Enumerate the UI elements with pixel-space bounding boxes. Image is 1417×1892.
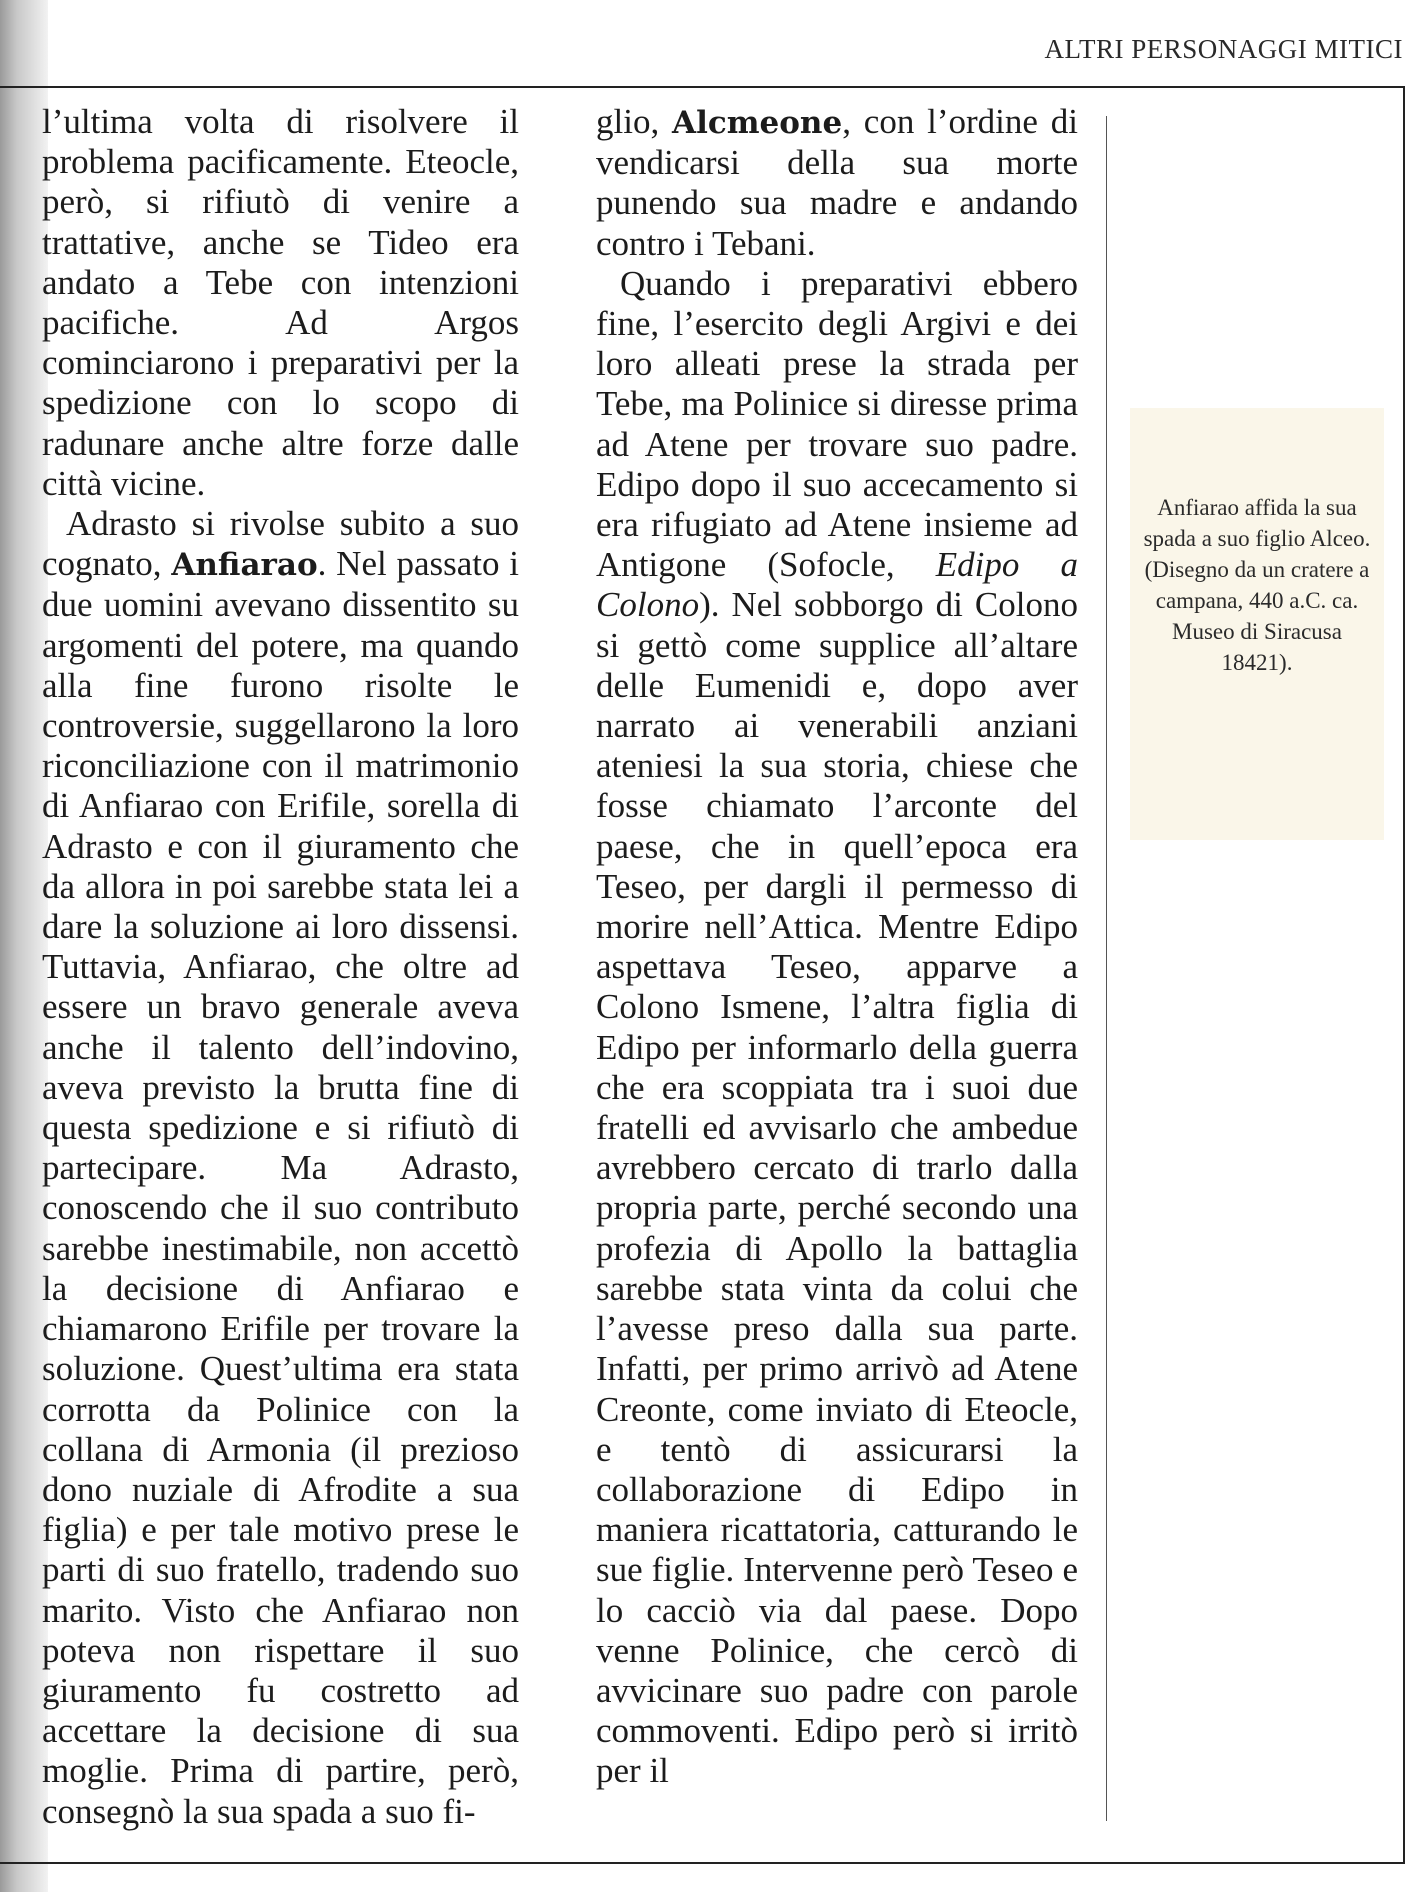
frame-rule-right: [1403, 86, 1405, 1863]
caption-box: [1130, 408, 1384, 840]
running-header: ALTRI PERSONAGGI MITICI: [1044, 34, 1403, 64]
italic-work-title: Edipo a Colono: [596, 545, 1079, 625]
paragraph: [596, 264, 1078, 1792]
frame-rule-top: [0, 86, 1405, 88]
bold-name-anfiarao: Anfiarao: [171, 547, 318, 584]
frame-rule-bottom: [0, 1862, 1405, 1864]
paragraph: [596, 102, 1078, 264]
paragraph-text: , con l’ordine di vendicarsi della sua morte punendo sua madre e andando contro i Tebani.: [596, 102, 1078, 263]
paragraph: [42, 102, 519, 504]
paragraph-text: l’ultima volta di risolvere il problema pacificamente. Eteocle, però, si rifiutò di venire a trattative, anche se Tideo era andato a Tebe con intenzioni pacifiche. Ad Argos cominciarono i preparativi per la spedizione con lo scopo di radunare anche altre forze dalle città vicine.: [42, 102, 519, 503]
paragraph-text: glio,: [596, 102, 673, 141]
paragraph-text: Quando i preparativi ebbero fine, l’esercito degli Argivi e dei loro alleati prese la strada per Tebe, ma Polinice si diresse prima ad Atene per trovare suo padre. Edipo dopo il suo accecamento si era rifugiato ad Atene insieme ad Antigone (Sofocle,: [596, 263, 1078, 585]
paragraph-text: Adrasto si rivolse subito a suo cognato,: [42, 504, 519, 584]
text-column-right: [596, 102, 1078, 1792]
page-gutter-shadow: [0, 0, 48, 1892]
paragraph-text: . Nel passato i due uomini avevano dissentito su argomenti del potere, ma quando alla fine furono risolte le controversie, suggellarono la loro riconciliazione con il matrimonio di Anfiarao con Erifile, sorella di Adrasto e con il giuramento che da allora in poi sarebbe stata lei a dare la soluzione ai loro dissensi. Tuttavia, Anfiarao, che oltre ad essere un bravo generale aveva anche il talento dell’indovino, aveva previsto la brutta fine di questa spedizione e si rifiutò di partecipare. Ma Adrasto, conoscendo che il suo contributo sarebbe inestimabile, non accettò la decisione di Anfiarao e chiamarono Erifile per trovare la soluzione. Quest’ultima era stata corrotta da Polinice con la collana di Armonia (il prezioso dono nuziale di Afrodite a sua figlia) e per tale motivo prese le parti di suo fratello, tradendo suo marito. Visto che Anfiarao non poteva non rispettare il suo giuramento fu costretto ad accettare la decisione di sua moglie. Prima di partire, però, consegnò la sua spada a suo fi-: [42, 544, 520, 1831]
paragraph-text: ). Nel sobborgo di Colono si gettò come supplice all’altare delle Eumenidi e, dopo aver narrato ai venerabili anziani ateniesi la sua storia, chiese che fosse chiamato l’arconte del paese, che in quell’epoca era Teseo, per dargli il permesso di morire nell’Attica. Mentre Edipo aspettava Teseo, apparve a Colono Ismene, l’altra figlia di Edipo per informarlo della guerra che era scoppiata tra i suoi due fratelli ed avvisarlo che ambedue avrebbero cercato di trarlo dalla propria parte, perché secondo una profezia di Apollo la battaglia sarebbe stata vinta da colui che l’avesse preso dalla sua parte. Infatti, per primo arrivò ad Atene Creonte, come inviato di Eteocle, e tentò di assicurarsi la collaborazione di Edipo in maniera ricattatoria, catturando le sue figlie. Intervenne però Teseo e lo cacciò via dal paese. Dopo venne Polinice, che cercò di avvicinare suo padre con parole commoventi. Edipo però si irritò per il: [596, 585, 1078, 1791]
paragraph: [42, 504, 519, 1832]
figure-caption: Anfiarao affida la sua spada a suo figlio Alceo. (Disegno da un cratere a campana, 440 a.C. ca. Museo di Siracusa 18421).: [1143, 495, 1371, 675]
column-separator-rule: [1106, 116, 1107, 1821]
bold-name-alcmeone: Alcmeone: [672, 105, 843, 141]
text-column-left: [42, 102, 519, 1832]
